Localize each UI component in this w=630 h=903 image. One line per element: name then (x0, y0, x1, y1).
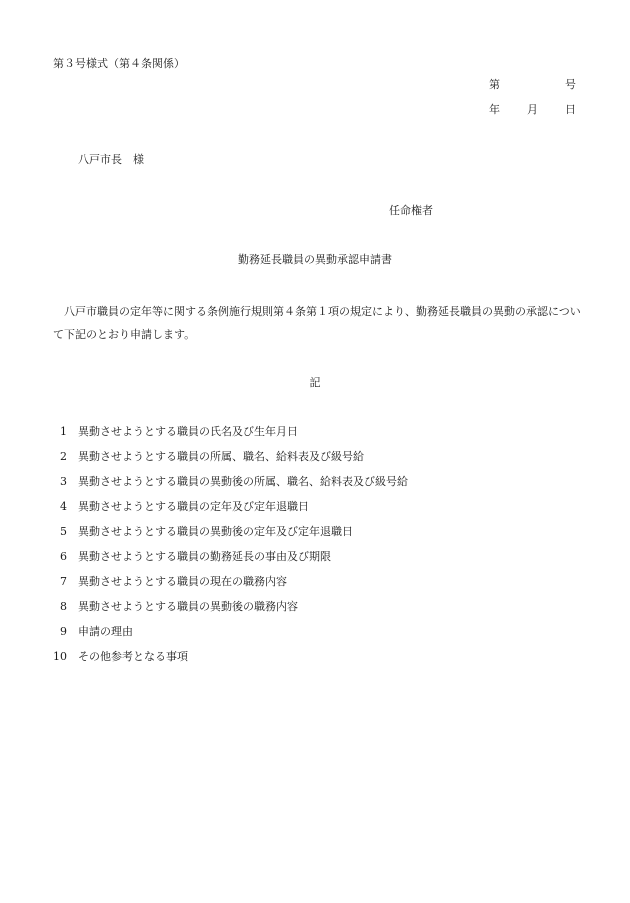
month-label: 月 (527, 103, 538, 116)
item-text: 異動させようとする職員の氏名及び生年月日 (78, 425, 298, 438)
item-text: 異動させようとする職員の現在の職務内容 (78, 575, 287, 588)
item-text: 異動させようとする職員の定年及び定年退職日 (78, 500, 309, 513)
day-label: 日 (565, 103, 576, 116)
item-text: 異動させようとする職員の異動後の所属、職名、給料表及び級号給 (78, 475, 408, 488)
item-number: 5 (60, 525, 67, 538)
item-text: 異動させようとする職員の所属、職名、給料表及び級号給 (78, 450, 364, 463)
ki-heading: 記 (309, 376, 321, 389)
document-title: 勤務延長職員の異動承認申請書 (238, 253, 392, 266)
number-suffix: 号 (565, 78, 576, 91)
item-number: 10 (53, 650, 67, 663)
item-number: 1 (60, 425, 67, 438)
form-label: 第３号様式（第４条関係） (53, 57, 185, 70)
body-paragraph: 八戸市職員の定年等に関する条例施行規則第４条第１項の規定により、勤務延長職員の異動の承認について下記のとおり申請します。 (53, 305, 581, 341)
item-text: 異動させようとする職員の異動後の職務内容 (78, 600, 298, 613)
item-number: 6 (60, 550, 67, 563)
item-text: その他参考となる事項 (78, 650, 188, 663)
year-label: 年 (489, 103, 500, 116)
item-number: 4 (60, 500, 67, 513)
item-number: 9 (60, 625, 67, 638)
item-number: 7 (60, 575, 67, 588)
item-number: 2 (60, 450, 67, 463)
item-text: 異動させようとする職員の勤務延長の事由及び期限 (78, 550, 331, 563)
addressee: 八戸市長 様 (78, 153, 144, 166)
appointing-authority: 任命権者 (389, 204, 433, 217)
item-text: 異動させようとする職員の異動後の定年及び定年退職日 (78, 525, 353, 538)
item-number: 8 (60, 600, 67, 613)
item-number: 3 (60, 475, 67, 488)
item-text: 申請の理由 (78, 625, 133, 638)
number-prefix: 第 (489, 78, 500, 91)
